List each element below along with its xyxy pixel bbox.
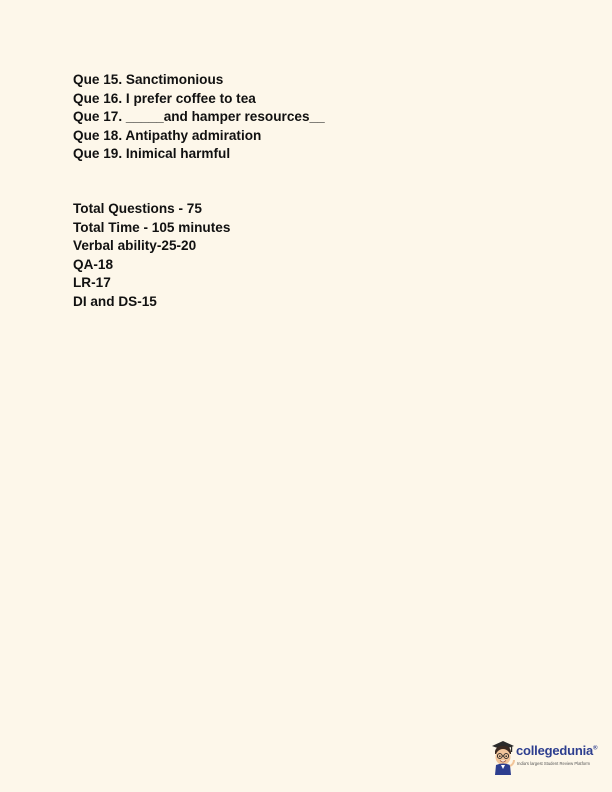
summary-di-ds: DI and DS-15 (73, 293, 157, 309)
question-line-19: Que 19. Inimical harmful (73, 146, 231, 162)
summary-lr: LR-17 (73, 275, 111, 291)
question-line-17: Que 17. _____and hamper resources__ (73, 109, 325, 125)
mascot-icon (489, 737, 517, 777)
summary-total-time: Total Time - 105 minutes (73, 219, 231, 235)
section-spacer (73, 164, 553, 200)
question-line-15: Que 15. Sanctimonious (73, 72, 224, 87)
summary-total-questions: Total Questions - 75 (73, 200, 202, 216)
summary-qa: QA-18 (73, 256, 114, 272)
logo-wordmark: collegedunia® (516, 743, 598, 758)
logo-tagline: India's largest Student Review Platform (517, 761, 590, 766)
question-line-18: Que 18. Antipathy admiration (73, 127, 262, 143)
document-content (73, 71, 553, 312)
question-line-16: Que 16. I prefer coffee to tea (73, 90, 256, 106)
collegedunia-logo (489, 737, 599, 779)
summary-verbal-ability: Verbal ability-25-20 (73, 238, 197, 254)
